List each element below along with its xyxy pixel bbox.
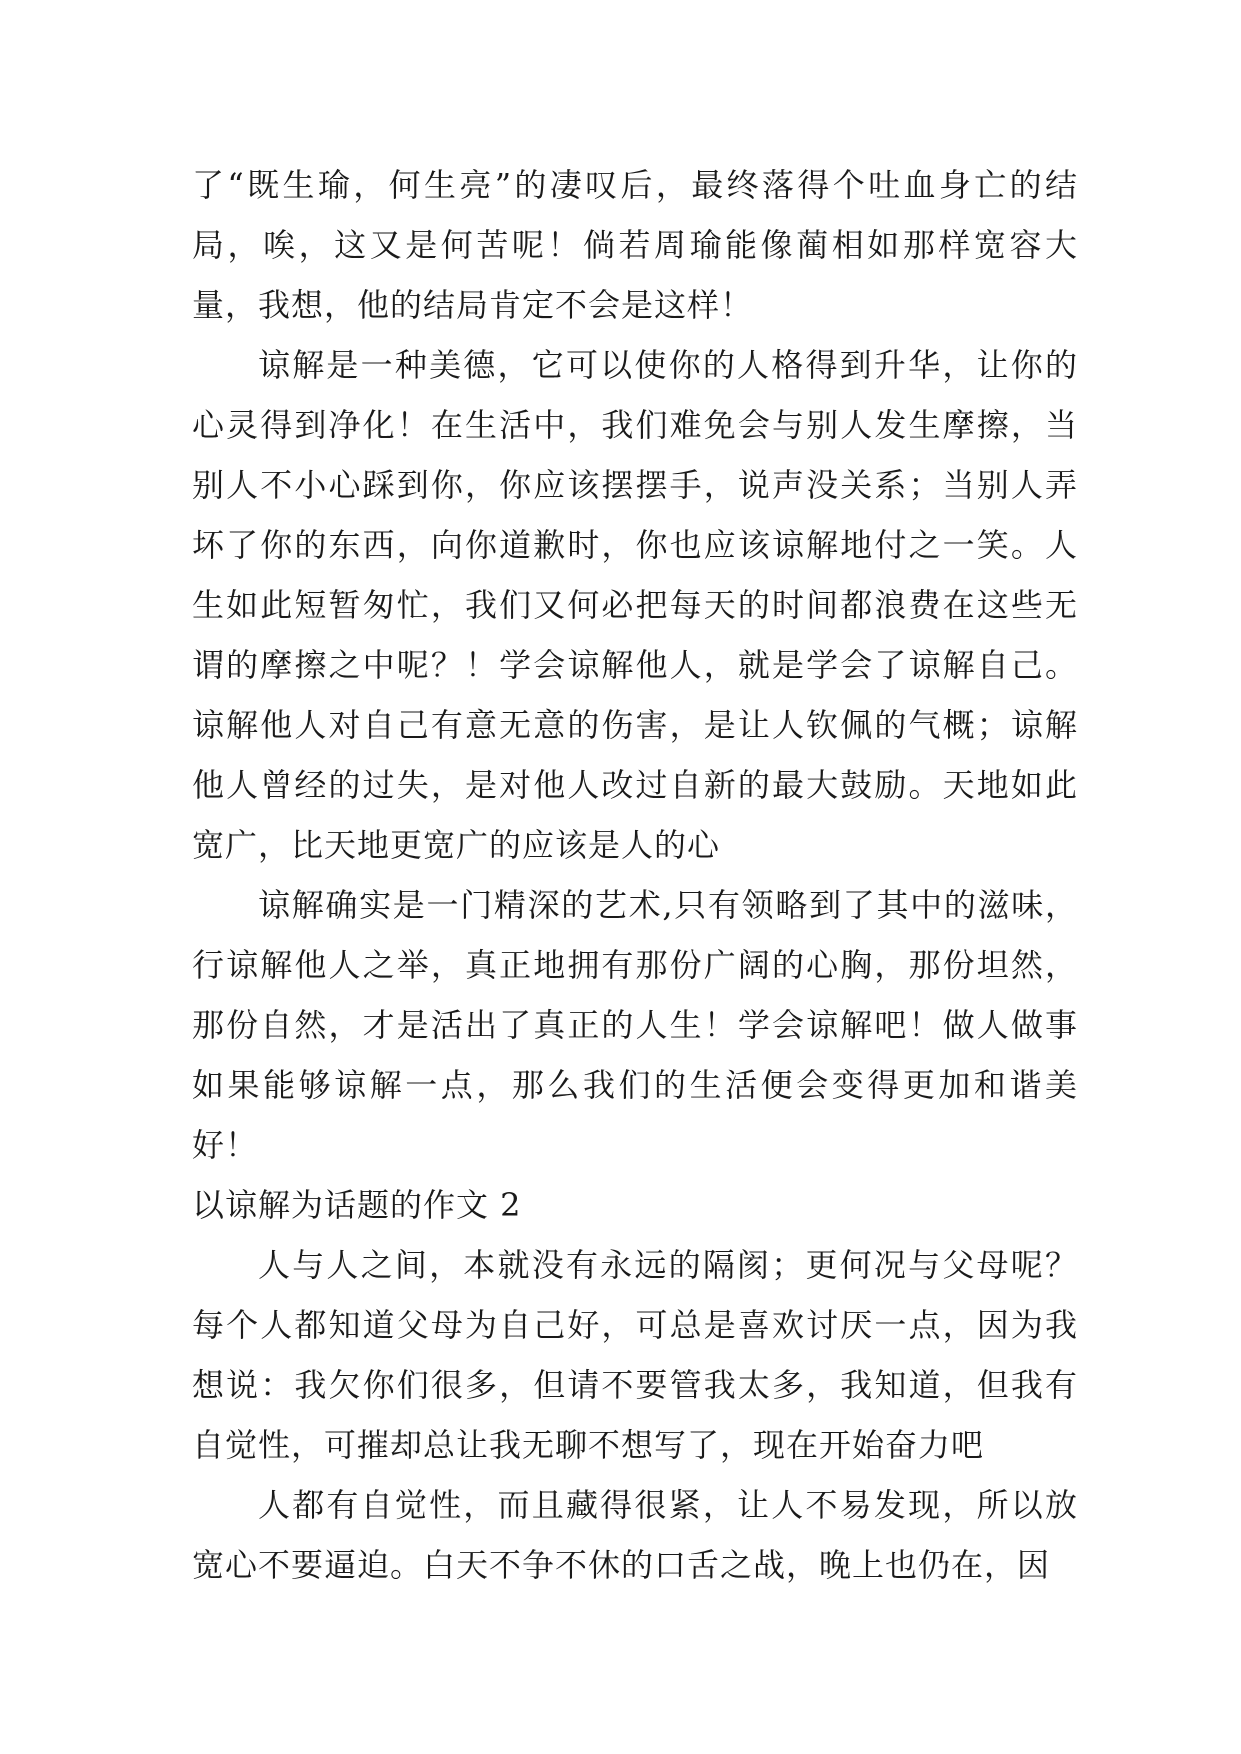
paragraph-2: 谅解是一种美德，它可以使你的人格得到升华，让你的心灵得到净化！在生活中，我们难免会与别人发生摩擦，当别人不小心踩到你，你应该摆摆手，说声没关系；当别人弄坏了你的东西，向你道歉时，你也应该谅解地付之一笑。人生如此短暂匆忙，我们又何必把每天的时间都浪费在这些无谓的摩擦之中呢？！学会谅解他人，就是学会了谅解自己。谅解他人对自己有意无意的伤害，是让人钦佩的气概；谅解他人曾经的过失，是对他人改过自新的最大鼓励。天地如此宽广，比天地更宽广的应该是人的心 xyxy=(192,346,1078,864)
article-body xyxy=(192,155,1078,1595)
paragraph-1: 了“既生瑜，何生亮”的凄叹后，最终落得个吐血身亡的结局，唉，这又是何苦呢！倘若周瑜能像蔺相如那样宽容大量，我想，他的结局肯定不会是这样！ xyxy=(192,166,1078,324)
section-heading: 以谅解为话题的作文 2 xyxy=(192,1186,522,1224)
paragraph-5: 人都有自觉性，而且藏得很紧，让人不易发现，所以放宽心不要逼迫。白天不争不休的口舌之战，晚上也仍在，因 xyxy=(192,1486,1078,1584)
paragraph-3: 谅解确实是一门精深的艺术,只有领略到了其中的滋味，行谅解他人之举，真正地拥有那份广阔的心胸，那份坦然，那份自然，才是活出了真正的人生！学会谅解吧！做人做事如果能够谅解一点，那么我们的生活便会变得更加和谐美好！ xyxy=(192,886,1078,1164)
paragraph-4: 人与人之间，本就没有永远的隔阂；更何况与父母呢？每个人都知道父母为自己好，可总是喜欢讨厌一点，因为我想说：我欠你们很多，但请不要管我太多，我知道，但我有自觉性，可摧却总让我无聊不想写了，现在开始奋力吧 xyxy=(192,1246,1078,1464)
